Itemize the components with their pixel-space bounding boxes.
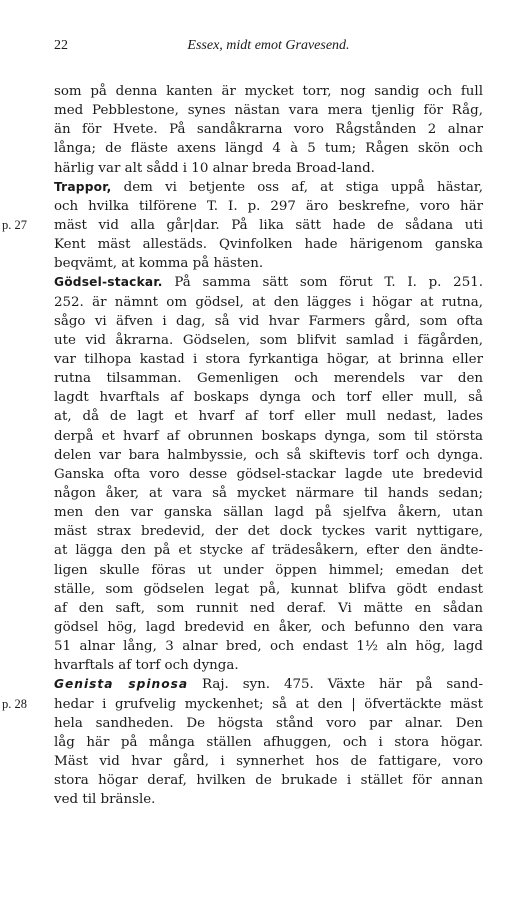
line-text: dem vi betjente oss af, at stiga uppå hästar,	[111, 179, 483, 195]
text-line: Mäst vid hvar gård, i synnerhet hos de fattigare, voro	[54, 753, 483, 769]
text-line	[54, 178, 483, 197]
text-line	[54, 675, 483, 694]
text-line: och hvilka tilförene T. I. p. 297 äro beskrefne, voro här	[54, 198, 483, 214]
running-title: Essex, midt emot Gravesend.	[187, 38, 350, 53]
heading-godsel-stackar: Gödsel-stackar.	[54, 275, 163, 290]
line-text: Raj. syn. 475. Växte här på sand-	[188, 677, 483, 693]
text-line: sågo vi äfven i dag, så vid hvar Farmers gård, som ofta	[54, 313, 483, 329]
text-line: låg här på många ställen afhuggen, och i stora högar.	[54, 734, 483, 750]
body-text	[2, 82, 483, 809]
text-line: gödsel hög, lagd bredevid en åker, och befunno den vara	[54, 619, 483, 635]
text-line: ligen skulle föras ut under öppen himmel; emedan det	[54, 562, 483, 578]
heading-genista-spinosa: Genista spinosa	[54, 677, 189, 692]
text-line: stora högar deraf, hvilken de brukade i stället för annan	[54, 773, 483, 789]
text-line: Kent mäst allestäds. Qvinfolken hade härigenom ganska	[54, 237, 483, 253]
text-line: ute vid åkrarna. Gödselen, som blifvit samlad i fägården,	[54, 332, 483, 348]
text-line: mäst strax bredevid, der det dock tyckes varit nyttigare,	[54, 524, 483, 540]
text-line: ställe, som gödselen legat på, kunnat blifva gödt endast	[54, 581, 483, 597]
text-line: som på denna kanten är mycket torr, nog sandig och full	[54, 84, 483, 99]
page-number: 22	[54, 38, 68, 53]
text-line: med Pebblestone, synes nästan vara mera tjenlig för Råg,	[54, 103, 483, 119]
text-line: rutna tilsamman. Gemenligen och merendels var den	[54, 371, 483, 387]
text-line: delen var bara halmbyssie, och så skiftevis torf och dynga.	[54, 447, 483, 463]
text-line: än för Hvete. På sandåkrarna voro Rågstånden 2 alnar	[54, 122, 483, 138]
text-line: beqvämt, at komma på hästen.	[54, 256, 264, 272]
text-line: ved til bränsle.	[54, 792, 156, 808]
text-line: hedar i grufvelig myckenhet; så at den | öfvertäckte mäst p. 28	[54, 695, 483, 714]
text-line: derpå et hvarf af obrunnen boskaps dynga, som til största	[54, 428, 483, 444]
text-line: härlig var alt sådd i 10 alnar breda Broad-land.	[54, 160, 375, 176]
text-line: men den var ganska sällan lagd på sjelfva åkern, utan	[54, 505, 483, 521]
text-line: at, då de lagt et hvarf af torf eller mull nedast, lades	[54, 409, 483, 425]
line-text: På samma sätt som förut T. I. p. 251.	[162, 275, 483, 291]
text-line: lagdt hvarftals af boskaps dynga och torf eller mull, så	[54, 390, 483, 406]
text-line: 51 alnar lång, 3 alnar bred, och endast 1½ aln hög, lagd	[54, 639, 483, 655]
text-line: 252. är nämnt om gödsel, at den lägges i högar at rutna,	[54, 294, 483, 310]
text-line: var tilhopa kastad i stora fyrkantiga högar, at brinna eller	[54, 351, 483, 367]
margin-note: p. 27	[2, 217, 27, 232]
text-line: af den saft, som runnit ned deraf. Vi mätte en sådan	[54, 600, 483, 616]
text-line: någon åker, at vara så mycket närmare til hands sedan;	[54, 485, 483, 501]
heading-trappor: Trappor,	[54, 179, 112, 194]
text-line: Ganska ofta voro desse gödsel-stackar lagde ute bredevid	[54, 466, 483, 482]
text-line: at lägga den på et stycke af trädesåkern, efter den ändte-	[54, 543, 483, 559]
text-line	[54, 273, 483, 292]
text-line: långa; de fläste axens längd 4 à 5 tum; Rågen skön och	[54, 141, 483, 157]
text-line: mäst vid alla går|dar. På lika sätt hade de sådana uti p. 27	[54, 216, 483, 235]
margin-note: p. 28	[2, 696, 27, 711]
text-line: hvarftals af torf och dynga.	[54, 658, 239, 674]
text-line: hela sandheden. De högsta stånd voro par alnar. Den	[54, 715, 483, 731]
